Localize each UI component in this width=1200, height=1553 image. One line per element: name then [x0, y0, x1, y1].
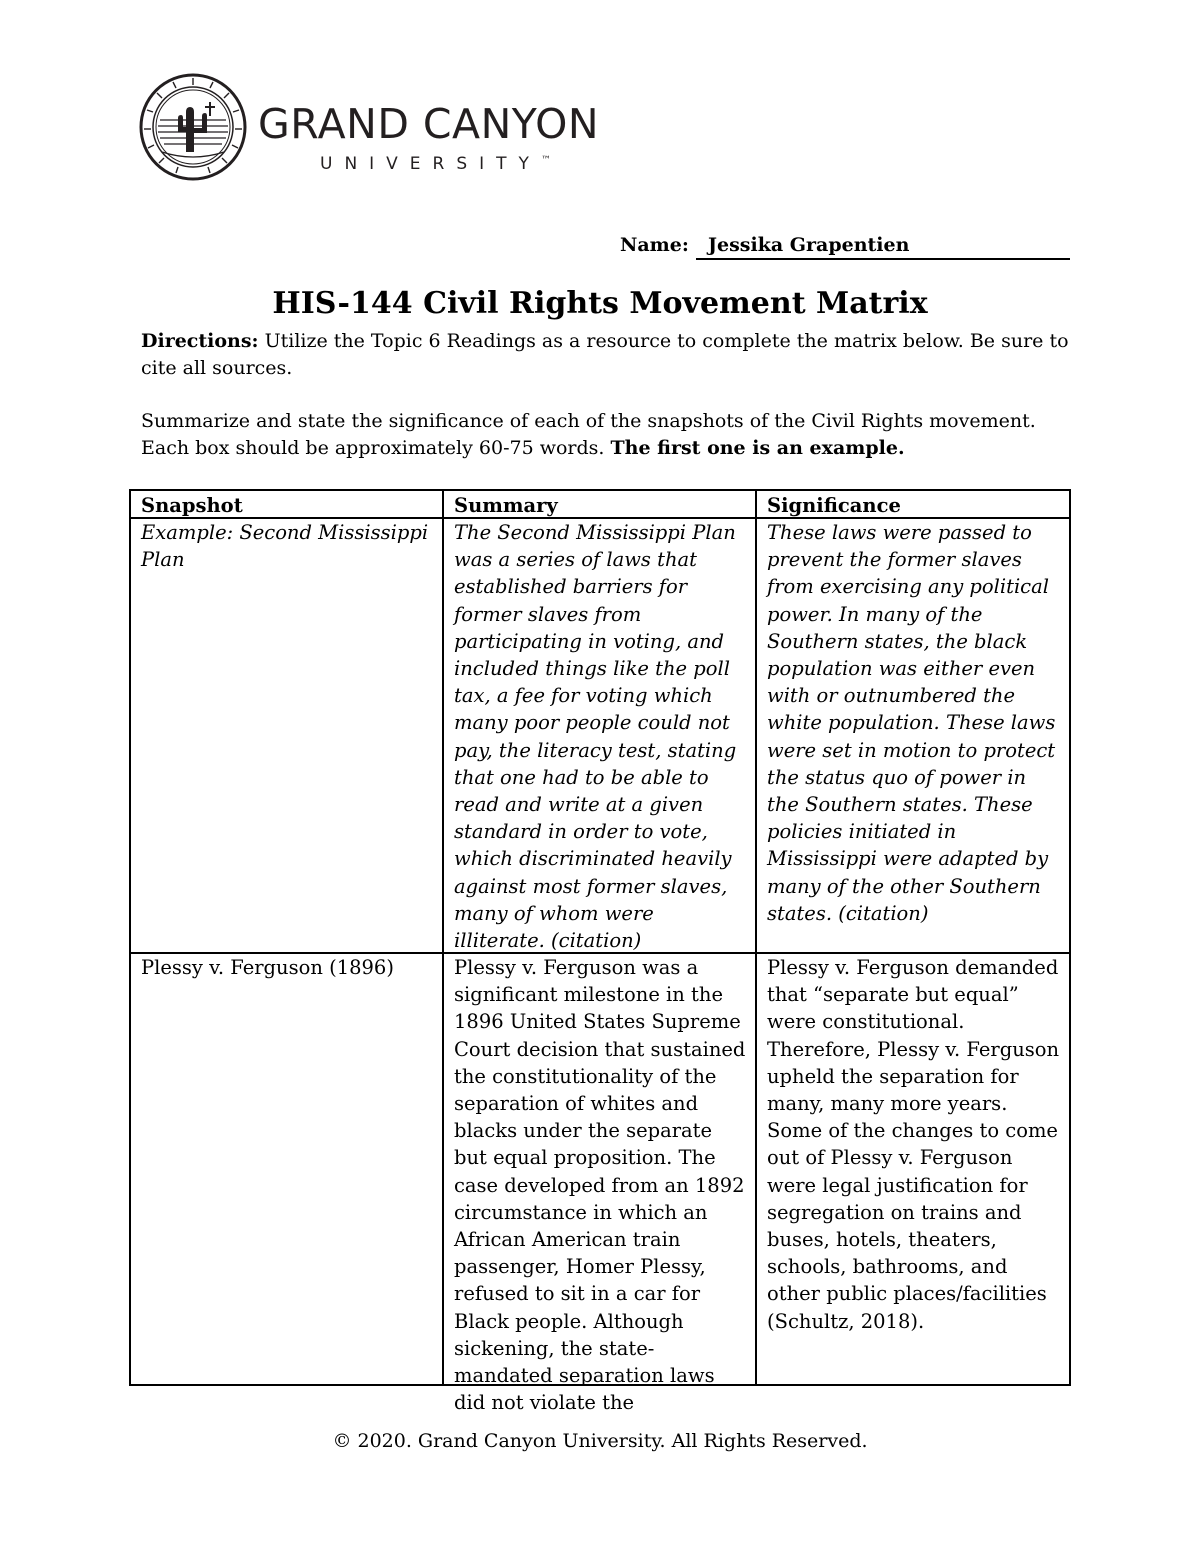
name-label: Name:	[620, 234, 689, 256]
directions-text-1: Utilize the Topic 6 Readings as a resource to complete the matrix below. Be sure to cite all sources.	[141, 330, 1069, 379]
directions-example-note: The first one is an example.	[610, 437, 905, 459]
plessy-significance-cell[interactable]: Plessy v. Ferguson demanded that “separate but equal” were constitutional. Therefore, Plessy v. Ferguson upheld the separation for many, many more years. Some of the changes to come out of Plessy v. Ferguson were legal justification for segregation on trains and buses, hotels, theaters, schools, bathrooms, and other public places/facilities (Schultz, 2018).	[767, 956, 1060, 1333]
header-snapshot: Snapshot	[141, 494, 243, 517]
logo-subtitle	[320, 156, 551, 173]
header-summary: Summary	[454, 494, 558, 517]
directions-label: Directions:	[141, 330, 259, 352]
civil-rights-matrix-table	[129, 489, 1071, 1415]
copyright-footer: © 2020. Grand Canyon University. All Rights Reserved.	[332, 1430, 868, 1452]
directions-paragraph-1	[141, 328, 1071, 382]
trademark-mark: ™	[540, 155, 551, 166]
plessy-summary-cell[interactable]: Plessy v. Ferguson was a significant milestone in the 1896 United States Supreme Court decision that sustained the constitutionality of the separation of whites and blacks under the separate but equal proposition. The case developed from an 1892 circumstance in which an African American train passenger, Homer Plessy, refused to sit in a car for Black people. Although sickening, the state-mandated separation laws did not violate the	[454, 956, 746, 1415]
university-logo	[138, 72, 618, 182]
example-significance-cell[interactable]: These laws were passed to prevent the former slaves from exercising any political power. In many of the Southern states, the black population was either even with or outnumbered the white population. These laws were set in motion to protect the status quo of power in the Southern states. These policies initiated in Mississippi were adapted by many of the other Southern states. (citation)	[767, 521, 1056, 925]
logo-subtitle-text: UNIVERSITY	[320, 154, 541, 174]
directions	[141, 328, 1071, 488]
logo-wordmark: GRAND CANYON	[258, 100, 600, 148]
name-row	[620, 232, 1072, 262]
example-snapshot-cell[interactable]: Example: Second Mississippi Plan	[141, 521, 429, 572]
page-title: HIS-144 Civil Rights Movement Matrix	[272, 286, 928, 321]
name-field[interactable]	[696, 232, 1070, 260]
example-summary-cell[interactable]: The Second Mississippi Plan was a series of laws that established barriers for former slaves from participating in voting, and included things like the poll tax, a fee for voting which many poor people could not pay, the literacy test, stating that one had to be able to read and write at a given standard in order to vote, which discriminated heavily against most former slaves, many of whom were illiterate. (citation)	[454, 521, 737, 953]
directions-text-2: Summarize and state the significance of each of the snapshots of the Civil Rights movement. Each box should be approximately 60-75 words.	[141, 410, 1036, 459]
directions-paragraph-2	[141, 408, 1071, 462]
name-value: Jessika Grapentien	[708, 234, 910, 256]
university-seal-icon	[138, 72, 248, 182]
plessy-snapshot-cell[interactable]: Plessy v. Ferguson (1896)	[141, 956, 394, 979]
header-significance: Significance	[767, 494, 901, 517]
